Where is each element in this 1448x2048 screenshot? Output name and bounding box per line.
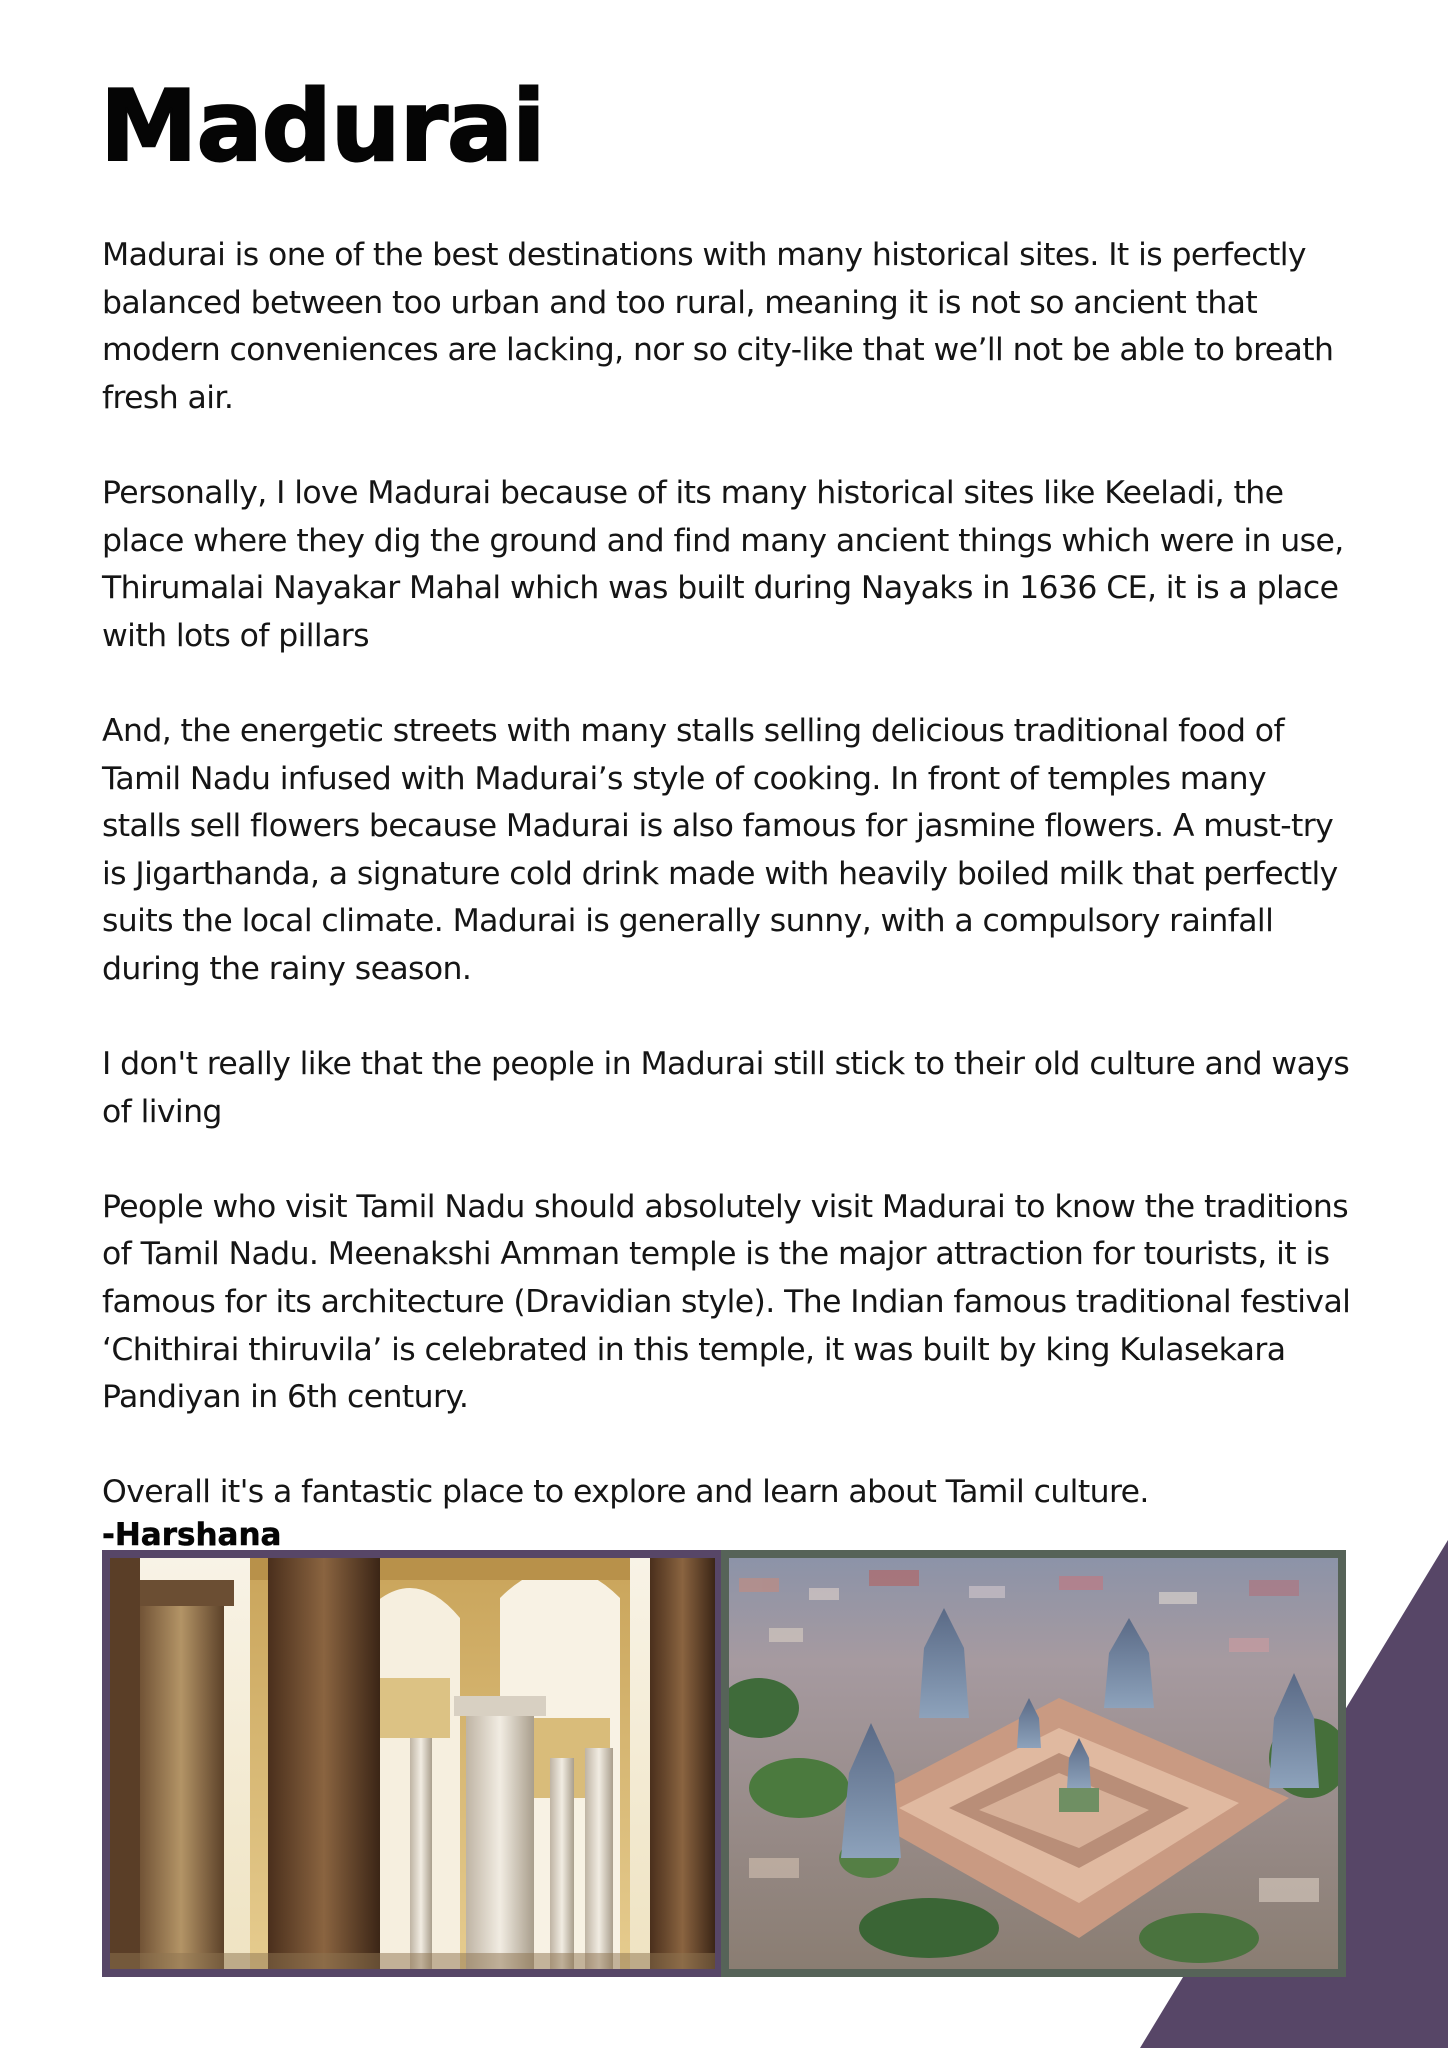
article-body — [102, 232, 1352, 1553]
paragraph-intro: Madurai is one of the best destinations with many historical sites. It is perfectly balanced between too urban and too rural, meaning it is not so ancient that modern conveniences are lacking, nor so city-like that we’ll not be able to breath fresh air. — [102, 237, 1334, 416]
paragraph-dislike: I don't really like that the people in Madurai still stick to their old culture and ways of living — [102, 1046, 1350, 1130]
paragraph-conclusion: Overall it's a fantastic place to explore and learn about Tamil culture. — [102, 1474, 1149, 1511]
author-signature: -Harshana — [102, 1517, 282, 1554]
page-title: Madurai — [100, 70, 545, 184]
meenakshi-temple-aerial-photo — [721, 1550, 1346, 1977]
paragraph-recommendation: People who visit Tamil Nadu should absolutely visit Madurai to know the traditions of Tamil Nadu. Meenakshi Amman temple is the major attraction for tourists, it is famous for its architecture (Dravidian style). The Indian famous traditional festival ‘Chithirai thiruvila’ is celebrated in this temple, it was built by king Kulasekara Pandiyan in 6th century. — [102, 1188, 1351, 1416]
paragraph-historical-sites: Personally, I love Madurai because of its many historical sites like Keeladi, the place where they dig the ground and find many ancient things which were in use, Thirumalai Nayakar Mahal which was built during Nayaks in 1636 CE, it is a place with lots of pillars — [102, 474, 1344, 654]
palace-pillars-photo — [102, 1550, 723, 1977]
paragraph-streets-food: And, the energetic streets with many stalls selling delicious traditional food of Tamil Nadu infused with Madurai’s style of cooking. In front of temples many stalls sell flowers because Madurai is also famous for jasmine flowers. A must-try is Jigarthanda, a signature cold drink made with heavily boiled milk that perfectly suits the local climate. Madurai is generally sunny, with a compulsory rainfall during the rainy season. — [102, 712, 1338, 987]
